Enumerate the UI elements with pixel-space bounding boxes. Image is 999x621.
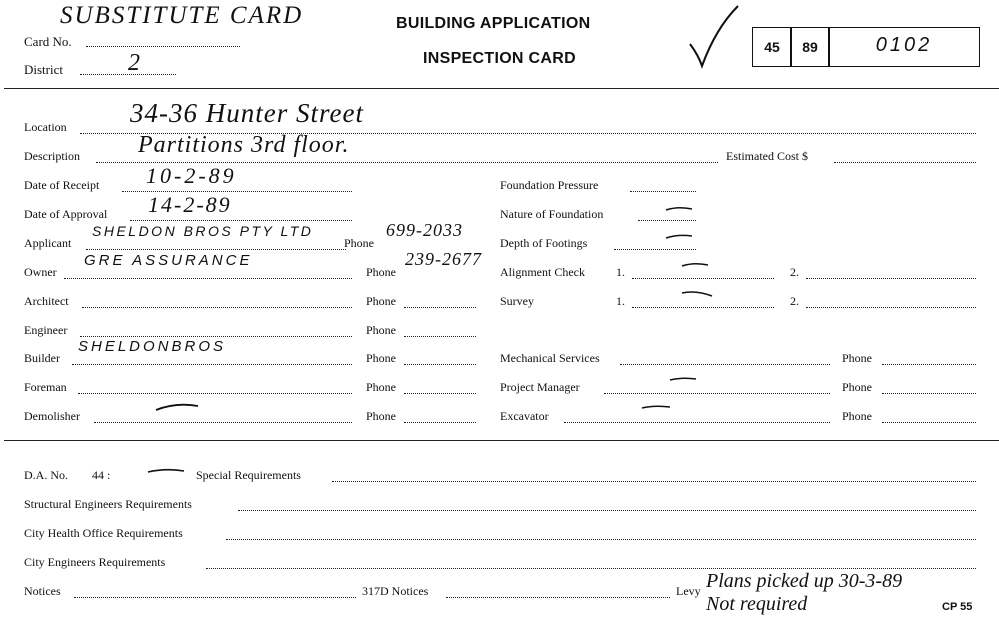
project-manager-phone-label: Phone — [842, 380, 872, 394]
health-requirements-label: City Health Office Requirements — [24, 526, 183, 540]
da-no-value: 44 : — [92, 468, 111, 482]
checkmark-icon — [686, 4, 742, 70]
foreman-label: Foreman — [24, 380, 67, 394]
builder-phone-label: Phone — [366, 351, 396, 365]
architect-label: Architect — [24, 294, 69, 308]
ref-box-3: 0102 — [828, 27, 980, 67]
card-no-label: Card No. — [24, 34, 72, 49]
foundation-pressure-label: Foundation Pressure — [500, 178, 599, 192]
title-line-1: BUILDING APPLICATION — [396, 15, 591, 32]
form-code: CP 55 — [942, 601, 973, 613]
ref-box-1: 45 — [752, 27, 792, 67]
location-label: Location — [24, 120, 67, 134]
owner-phone-value: 239-2677 — [405, 249, 482, 269]
notices-label: Notices — [24, 584, 61, 598]
foreman-phone-label: Phone — [366, 380, 396, 394]
structural-requirements-label: Structural Engineers Requirements — [24, 497, 192, 511]
date-receipt-label: Date of Receipt — [24, 178, 100, 192]
dash-mark-icon — [680, 288, 714, 300]
architect-phone-label: Phone — [366, 294, 396, 308]
survey-label: Survey — [500, 294, 534, 308]
district-label: District — [24, 62, 63, 77]
dash-mark-icon — [664, 204, 694, 214]
location-value: 34-36 Hunter Street — [130, 98, 364, 128]
mechanical-phone-label: Phone — [842, 351, 872, 365]
date-receipt-value: 10-2-89 — [146, 163, 237, 188]
317d-notices-label: 317D Notices — [362, 584, 429, 598]
applicant-value: SHELDON BROS PTY LTD — [92, 223, 314, 239]
survey-1-label: 1. — [616, 294, 625, 308]
excavator-label: Excavator — [500, 409, 549, 423]
excavator-phone-label: Phone — [842, 409, 872, 423]
substitute-card-note: SUBSTITUTE CARD — [60, 2, 304, 29]
survey-2-label: 2. — [790, 294, 799, 308]
dash-mark-icon — [146, 466, 186, 476]
description-label: Description — [24, 149, 80, 163]
engineer-label: Engineer — [24, 323, 68, 337]
alignment-check-label: Alignment Check — [500, 265, 585, 279]
builder-value: SHELDONBROS — [78, 338, 227, 355]
dash-mark-icon — [668, 374, 698, 384]
card-no-line — [86, 46, 240, 47]
city-engineers-requirements-label: City Engineers Requirements — [24, 555, 166, 569]
special-requirements-label: Special Requirements — [196, 468, 301, 482]
levy-note-plans-picked-up: Plans picked up 30-3-89 — [706, 570, 903, 592]
nature-foundation-label: Nature of Foundation — [500, 207, 604, 221]
depth-footings-label: Depth of Footings — [500, 236, 588, 250]
alignment-2-label: 2. — [790, 265, 799, 279]
owner-value: GRE ASSURANCE — [84, 252, 253, 269]
date-approval-label: Date of Approval — [24, 207, 108, 221]
applicant-phone-label: Phone — [344, 236, 374, 250]
alignment-1-label: 1. — [616, 265, 625, 279]
dash-mark-icon — [154, 400, 200, 414]
project-manager-label: Project Manager — [500, 380, 580, 394]
demolisher-label: Demolisher — [24, 409, 80, 423]
date-approval-value: 14-2-89 — [148, 192, 232, 217]
levy-note-not-required: Not required — [706, 593, 808, 615]
dash-mark-icon — [680, 260, 710, 270]
dash-mark-icon — [664, 232, 694, 242]
owner-phone-label: Phone — [366, 265, 396, 279]
description-value: Partitions 3rd floor. — [138, 132, 350, 158]
header-divider — [4, 88, 999, 89]
mechanical-services-label: Mechanical Services — [500, 351, 600, 365]
da-no-label: D.A. No. — [24, 468, 68, 482]
builder-label: Builder — [24, 351, 60, 365]
engineer-phone-label: Phone — [366, 323, 396, 337]
dash-mark-icon — [640, 402, 672, 412]
district-value: 2 — [128, 50, 140, 76]
owner-label: Owner — [24, 265, 57, 279]
section-divider — [4, 440, 999, 441]
applicant-phone-value: 699-2033 — [386, 220, 463, 240]
ref-box-2: 89 — [790, 27, 830, 67]
levy-label: Levy — [676, 584, 701, 598]
applicant-label: Applicant — [24, 236, 72, 250]
title-line-2: INSPECTION CARD — [423, 50, 576, 67]
estimated-cost-label: Estimated Cost $ — [726, 149, 808, 163]
demolisher-phone-label: Phone — [366, 409, 396, 423]
